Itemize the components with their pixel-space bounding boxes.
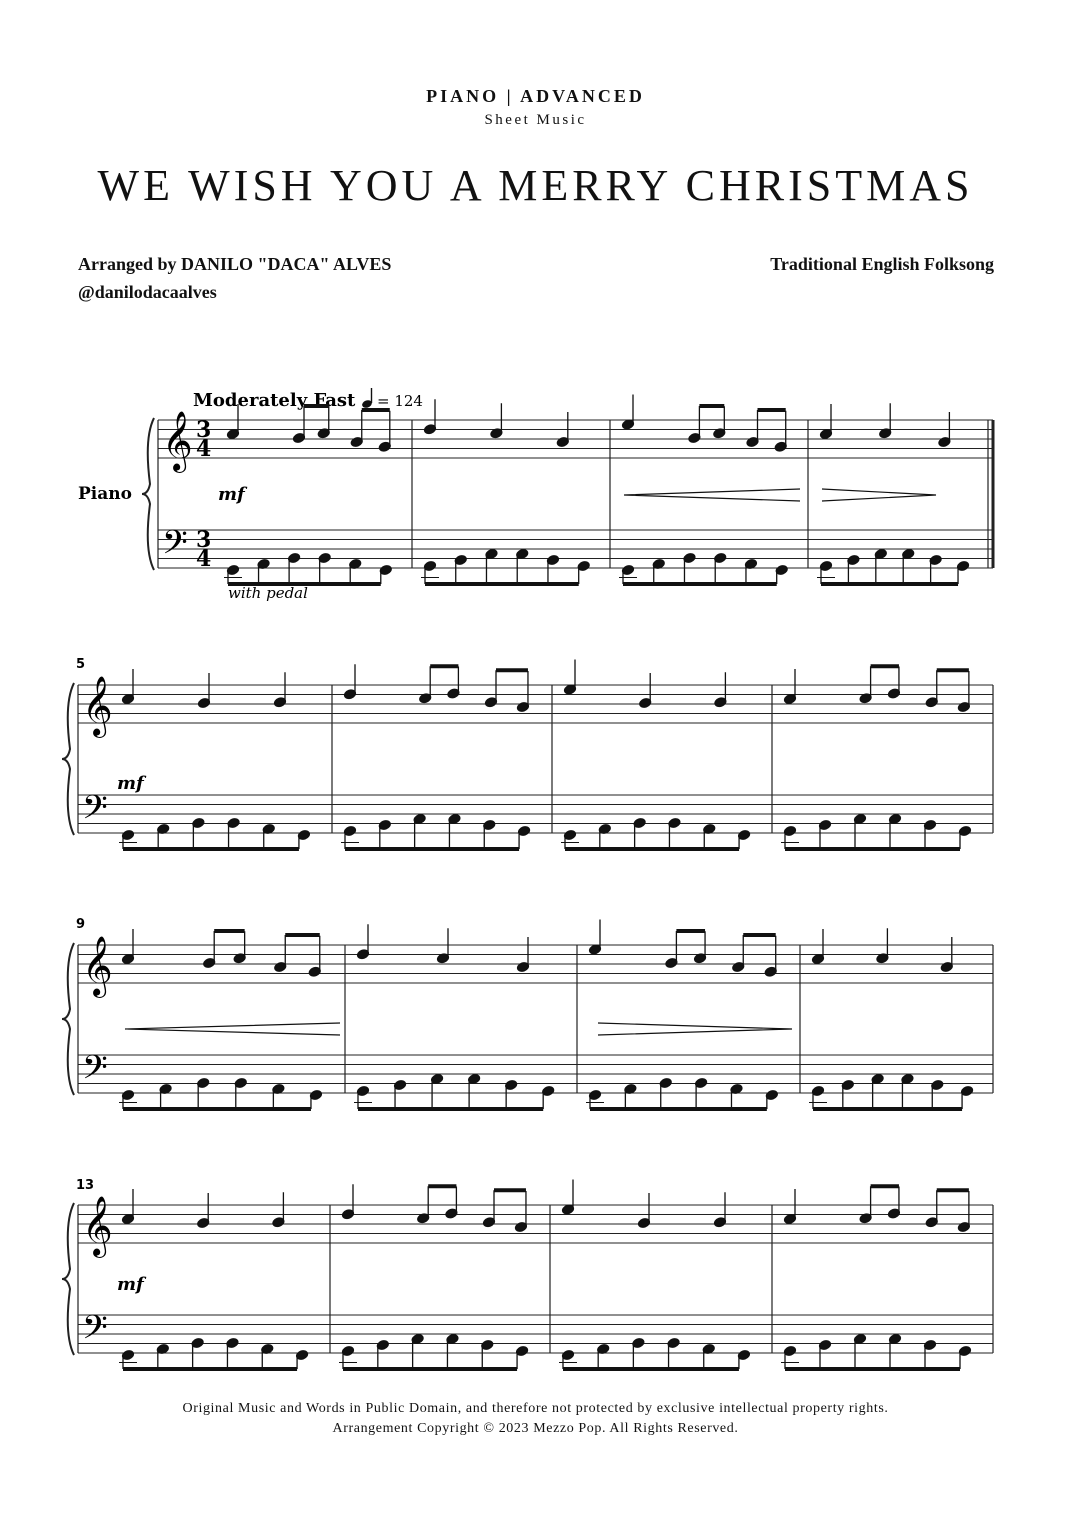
crescendo-hairpin — [125, 1023, 340, 1035]
category-label: PIANO | ADVANCED — [426, 86, 645, 106]
bass-clef-icon: 𝄢 — [82, 1049, 108, 1095]
arranger-credit: Arranged by DANILO "DACA" ALVES — [78, 254, 392, 274]
treble-clef-icon: 𝄞 — [82, 936, 113, 996]
bass-clef-icon: 𝄢 — [162, 524, 188, 570]
dynamic-marking: mf — [117, 1274, 144, 1295]
brace — [62, 683, 74, 835]
decrescendo-hairpin — [598, 1023, 792, 1035]
tempo-text: Moderately Fast — [193, 390, 356, 411]
brace — [62, 1203, 74, 1355]
dynamic-marking: mf — [218, 484, 245, 505]
crescendo-hairpin — [624, 489, 800, 501]
pedal-marking: with pedal — [228, 584, 308, 602]
treble-clef-icon: 𝄞 — [162, 411, 193, 471]
measure-number: 13 — [76, 1178, 95, 1193]
composer-credit: Traditional English Folksong — [770, 254, 994, 274]
time-signature-digit: 4 — [196, 546, 212, 572]
time-signature-digit: 4 — [196, 436, 212, 462]
bass-clef-icon: 𝄢 — [82, 1309, 108, 1355]
tempo-value: = 124 — [377, 392, 423, 410]
arranger-handle: @danilodacaalves — [78, 282, 217, 302]
treble-clef-icon: 𝄞 — [82, 1196, 113, 1256]
hairpins — [125, 489, 936, 1035]
time-signature-digit: 3 — [196, 417, 212, 443]
brace — [62, 943, 74, 1095]
measure-number: 5 — [76, 657, 86, 672]
copyright-line: Original Music and Words in Public Domain, and therefore not protected by exclusive intellectual property rights. — [182, 1401, 889, 1416]
bass-clef-icon: 𝄢 — [82, 789, 108, 835]
treble-clef-icon: 𝄞 — [82, 676, 113, 736]
decrescendo-hairpin — [822, 489, 936, 501]
copyright-line-2: Arrangement Copyright © 2023 Mezzo Pop. All Rights Reserved. — [332, 1421, 739, 1436]
dynamic-marking: mf — [117, 773, 144, 794]
quarter-note-icon — [361, 388, 373, 409]
page-title: WE WISH YOU A MERRY CHRISTMAS — [97, 161, 974, 210]
measure-number: 9 — [76, 917, 86, 932]
notes-layer — [119, 395, 974, 1370]
subcategory-label: Sheet Music — [484, 112, 587, 128]
brace — [142, 418, 154, 570]
time-signature-digit: 3 — [196, 527, 212, 553]
instrument-name: Piano — [78, 484, 132, 504]
